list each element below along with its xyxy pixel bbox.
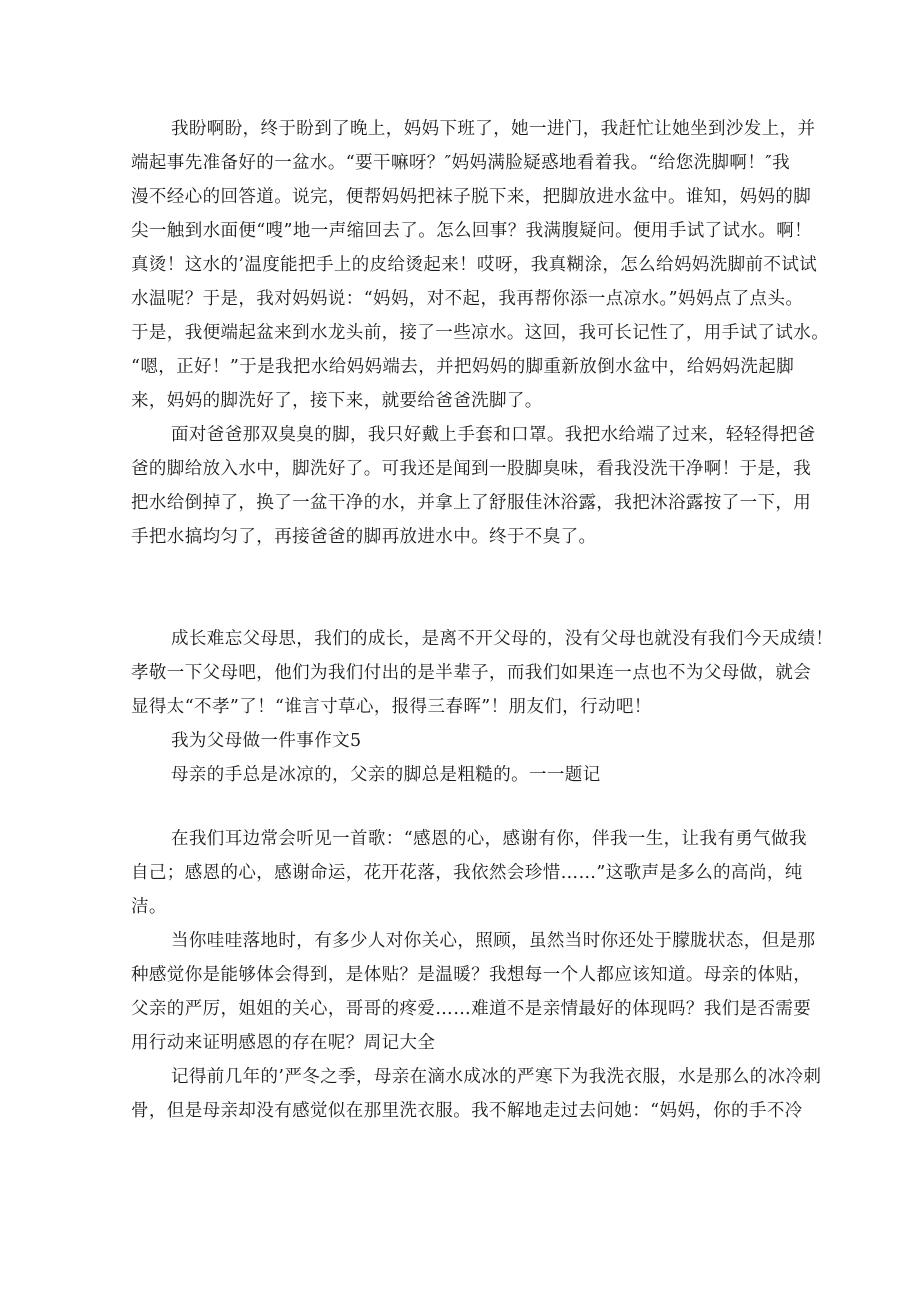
paragraph-conclusion	[131, 622, 834, 724]
text-line: 洁。	[131, 897, 167, 917]
paragraph-family-love	[131, 924, 816, 1060]
paragraph-song	[131, 822, 807, 924]
text-line: 尖一触到水面便“嗖”地一声缩回去了。怎么回事？我满腹疑问。便用手试了试水。啊！	[131, 221, 812, 241]
text-line: 成长难忘父母思，我们的成长，是离不开父母的，没有父母也就没有我们今天成绩！	[171, 629, 834, 649]
paragraph-dad-foot-wash	[131, 418, 816, 554]
paragraph-mom-foot-wash	[131, 112, 830, 418]
epigraph: 母亲的手总是冰凉的，父亲的脚总是粗糙的。一一题记	[171, 765, 601, 785]
text-line: 来，妈妈的脚洗好了，接下来，就要给爸爸洗脚了。	[131, 391, 543, 411]
text-line: 显得太“不孝”了！“谁言寸草心，报得三春晖”！朋友们，行动吧！	[131, 697, 652, 717]
text-line: 在我们耳边常会听见一首歌：“感恩的心，感谢有你，伴我一生，让我有勇气做我	[171, 829, 807, 849]
text-line: 爸的脚给放入水中，脚洗好了。可我还是闻到一股脚臭味，看我没洗干净啊！于是，我	[131, 459, 812, 479]
text-line: 水温呢？于是，我对妈妈说：“妈妈，对不起，我再帮你添一点凉水。”妈妈点了点头。	[131, 289, 804, 309]
text-line: 面对爸爸那双臭臭的脚，我只好戴上手套和口罩。我把水给端了过来，轻轻得把爸	[171, 425, 816, 445]
paragraph-winter-memory	[131, 1060, 822, 1128]
text-line: 骨，但是母亲却没有感觉似在那里洗衣服。我不解地走过去问她：“妈妈，你的手不冷	[131, 1101, 803, 1121]
text-line: “嗯，正好！”于是我把水给妈妈端去，并把妈妈的脚重新放倒水盆中，给妈妈洗起脚	[131, 357, 795, 377]
essay-title: 我为父母做一件事作文5	[171, 731, 362, 751]
section-2	[131, 622, 834, 792]
text-line: 父亲的严厉，姐姐的关心，哥哥的疼爱……难道不是亲情最好的体现吗？我们是否需要	[131, 999, 812, 1019]
section-3	[131, 822, 822, 1128]
text-line: 记得前几年的’严冬之季，母亲在滴水成冰的严寒下为我洗衣服，水是那么的冰冷刺	[171, 1067, 822, 1087]
text-line: 种感觉你是能够体会得到，是体贴？是温暖？我想每一个人都应该知道。母亲的体贴，	[131, 965, 812, 985]
text-line: 漫不经心的回答道。说完，便帮妈妈把袜子脱下来，把脚放进水盆中。谁知，妈妈的脚	[131, 187, 812, 207]
section-1	[131, 112, 830, 554]
text-line: 真烫！这水的’温度能把手上的皮给烫起来！哎呀，我真糊涂，怎么给妈妈洗脚前不试试	[131, 255, 818, 275]
text-line: 自己；感恩的心，感谢命运，花开花落，我依然会珍惜……”这歌声是多么的高尚，纯	[131, 863, 803, 883]
text-line: 用行动来证明感恩的存在呢？周记大全	[131, 1033, 436, 1053]
text-line: 把水给倒掉了，换了一盆干净的水，并拿上了舒服佳沐浴露，我把沐浴露按了一下，用	[131, 493, 812, 513]
text-line: 孝敬一下父母吧，他们为我们付出的是半辈子，而我们如果连一点也不为父母做，就会	[131, 663, 812, 683]
text-line: 当你哇哇落地时，有多少人对你关心，照顾，虽然当时你还处于朦胧状态，但是那	[171, 931, 816, 951]
text-line: 我盼啊盼，终于盼到了晚上，妈妈下班了，她一进门，我赶忙让她坐到沙发上，并	[171, 119, 816, 139]
text-line: 端起事先准备好的一盆水。“要干嘛呀？″妈妈满脸疑惑地看着我。“给您洗脚啊！″我	[131, 153, 791, 173]
text-line: 手把水搞均匀了，再接爸爸的脚再放进水中。终于不臭了。	[131, 527, 597, 547]
text-line: 于是，我便端起盆来到水龙头前，接了一些凉水。这回，我可长记性了，用手试了试水。	[131, 323, 830, 343]
